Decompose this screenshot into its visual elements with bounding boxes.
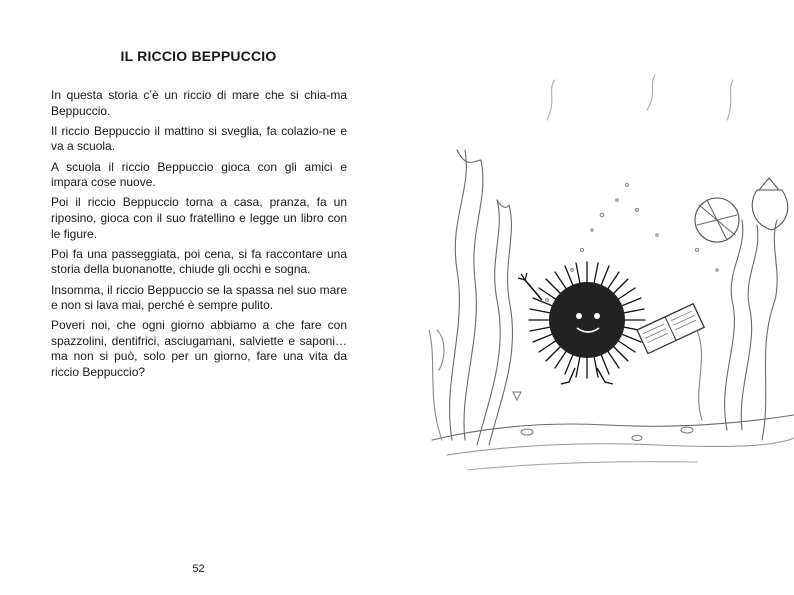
urchin-arm (525, 280, 542, 300)
urchin-foot (597, 368, 613, 384)
sea-urchin-illustration-icon (397, 0, 794, 595)
seaweed (489, 205, 513, 445)
seabed-line (447, 438, 794, 455)
strawberry-leaves (759, 178, 779, 190)
story-paragraph: A scuola il riccio Beppuccio gioca con gli amici e impara cose nuove. (51, 159, 347, 190)
seaweed (725, 220, 743, 430)
seabed-line (467, 462, 697, 470)
shells (513, 392, 693, 441)
seaweed (457, 150, 481, 163)
water-ripple (647, 75, 655, 110)
urchin-foot (561, 368, 575, 384)
seaweed (429, 330, 442, 440)
seaweed (464, 160, 483, 440)
seaweed (437, 330, 444, 370)
seaweed (450, 150, 467, 440)
water-ripple (727, 80, 733, 120)
story-text (51, 88, 347, 385)
page-number: 52 (192, 563, 205, 575)
story-paragraph: Poi fa una passeggiata, poi cena, si fa raccontare una storia della buonanotte, chiude gli occhi e sogna. (51, 246, 347, 277)
seabed-line (432, 415, 794, 440)
story-paragraph: In questa storia c’è un riccio di mare che si chia-ma Beppuccio. (51, 88, 347, 118)
book-icon (637, 304, 704, 354)
urchin-eye (576, 313, 582, 319)
story-paragraph: Poveri noi, che ogni giorno abbiamo a che fare con spazzolini, dentifrici, asciugamani, salviette e saponi… ma non si può, solo per un giorno, fare una vita da riccio Beppuccio? (51, 318, 347, 380)
seaweed (697, 330, 702, 420)
seaweed (762, 220, 777, 440)
story-paragraph: Poi il riccio Beppuccio torna a casa, pranza, fa un riposino, gioca con il suo fratellino e legge un libro con le figure. (51, 195, 347, 241)
story-title: IL RICCIO BEPPUCCIO (120, 48, 277, 64)
seaweed (477, 200, 500, 445)
urchin-eye (594, 313, 600, 319)
sea-urchin (518, 262, 645, 384)
water-ripple (547, 80, 555, 120)
story-paragraph: Il riccio Beppuccio il mattino si sveglia, fa colazio-ne e va a scuola. (51, 123, 347, 154)
strawberry-icon (752, 190, 787, 230)
story-paragraph: Insomma, il riccio Beppuccio se la spassa nel suo mare e non si lava mai, perché è sempre pulito. (51, 282, 347, 313)
seaweed (741, 225, 758, 430)
right-page (397, 0, 794, 595)
coral (697, 200, 737, 240)
